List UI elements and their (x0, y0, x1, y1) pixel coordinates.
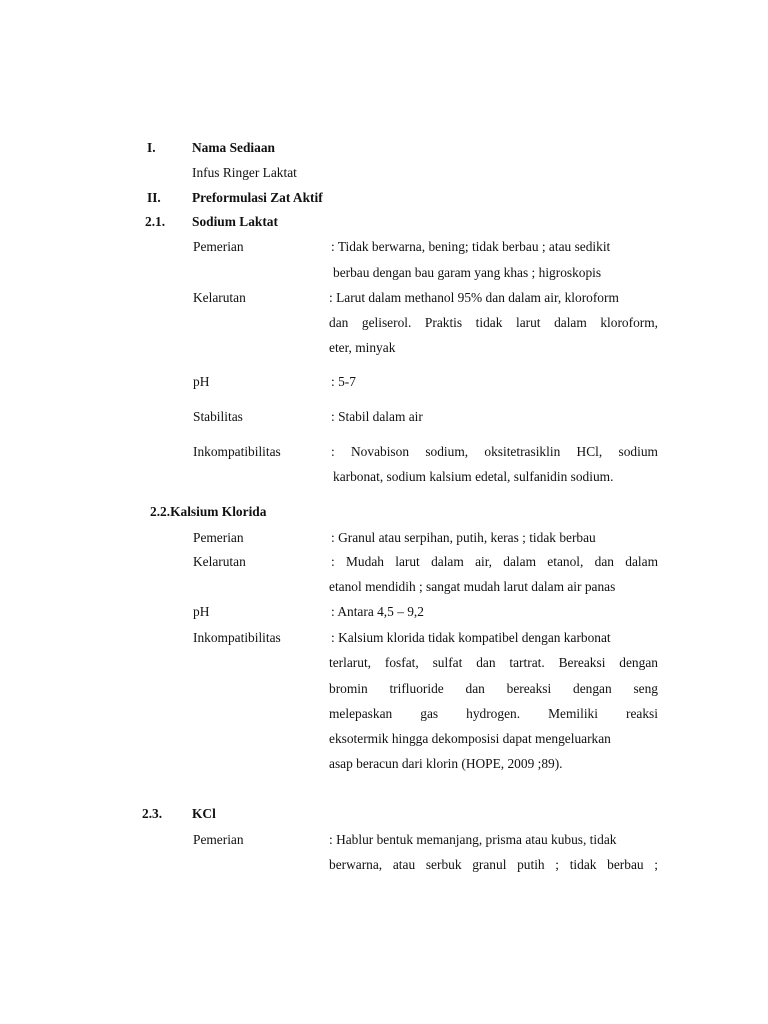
s23-pemerian-line-1: : Hablur bentuk memanjang, prisma atau kubus, tidak (329, 832, 617, 847)
s21-inkompatibilitas-label: Inkompatibilitas (193, 444, 281, 459)
s21-kelarutan-label: Kelarutan (193, 290, 246, 305)
section-1-title: Nama Sediaan (192, 140, 275, 155)
s22-inkompatibilitas-line-5: eksotermik hingga dekomposisi dapat mengeluarkan (329, 731, 611, 746)
section-2-title: Preformulasi Zat Aktif (192, 190, 323, 205)
section-2-1-title: Sodium Laktat (192, 214, 278, 229)
section-2-1-number: 2.1. (145, 214, 166, 229)
s21-pemerian-line-2: berbau dengan bau garam yang khas ; higroskopis (333, 265, 602, 280)
s21-ph-label: pH (193, 374, 210, 389)
s21-ph-value: : 5-7 (331, 374, 356, 389)
section-2-number: II. (147, 190, 161, 205)
s22-kelarutan-line-2: etanol mendidih ; sangat mudah larut dalam air panas (329, 579, 616, 594)
section-2-3-title: KCl (192, 806, 216, 821)
s22-pemerian-label: Pemerian (193, 530, 244, 545)
s21-stabilitas-label: Stabilitas (193, 409, 243, 424)
s22-ph-value: : Antara 4,5 – 9,2 (331, 604, 424, 619)
section-2-3-number: 2.3. (142, 806, 163, 821)
s21-pemerian-label: Pemerian (193, 239, 244, 254)
section-1-number: I. (147, 140, 156, 155)
s21-kelarutan-line-2: dan geliserol. Praktis tidak larut dalam kloroform, (329, 315, 658, 330)
s22-inkompatibilitas-line-6: asap beracun dari klorin (HOPE, 2009 ;89). (329, 756, 563, 771)
s22-kelarutan-line-1: : Mudah larut dalam air, dalam etanol, dan dalam (331, 554, 658, 569)
s22-inkompatibilitas-line-3: bromin trifluoride dan bereaksi dengan seng (329, 681, 658, 696)
s21-inkompatibilitas-line-1: : Novabison sodium, oksitetrasiklin HCl, sodium (331, 444, 658, 459)
s21-kelarutan-line-3: eter, minyak (329, 340, 396, 355)
s21-kelarutan-line-1: : Larut dalam methanol 95% dan dalam air, kloroform (329, 290, 619, 305)
section-2-2-title: 2.2.Kalsium Klorida (150, 504, 267, 519)
s22-inkompatibilitas-line-1: : Kalsium klorida tidak kompatibel dengan karbonat (331, 630, 611, 645)
s21-pemerian-line-1: : Tidak berwarna, bening; tidak berbau ; atau sedikit (331, 239, 611, 254)
s21-stabilitas-value: : Stabil dalam air (331, 409, 423, 424)
s22-ph-label: pH (193, 604, 210, 619)
s22-inkompatibilitas-line-4: melepaskan gas hydrogen. Memiliki reaksi (329, 706, 658, 721)
s22-inkompatibilitas-line-2: terlarut, fosfat, sulfat dan tartrat. Bereaksi dengan (329, 655, 658, 670)
s23-pemerian-line-2: berwarna, atau serbuk granul putih ; tidak berbau ; (329, 857, 658, 872)
s21-inkompatibilitas-line-2: karbonat, sodium kalsium edetal, sulfanidin sodium. (333, 469, 614, 484)
s22-kelarutan-label: Kelarutan (193, 554, 246, 569)
s22-inkompatibilitas-label: Inkompatibilitas (193, 630, 281, 645)
s23-pemerian-label: Pemerian (193, 832, 244, 847)
section-1-text: Infus Ringer Laktat (192, 165, 297, 180)
s22-pemerian-value: : Granul atau serpihan, putih, keras ; tidak berbau (331, 530, 596, 545)
